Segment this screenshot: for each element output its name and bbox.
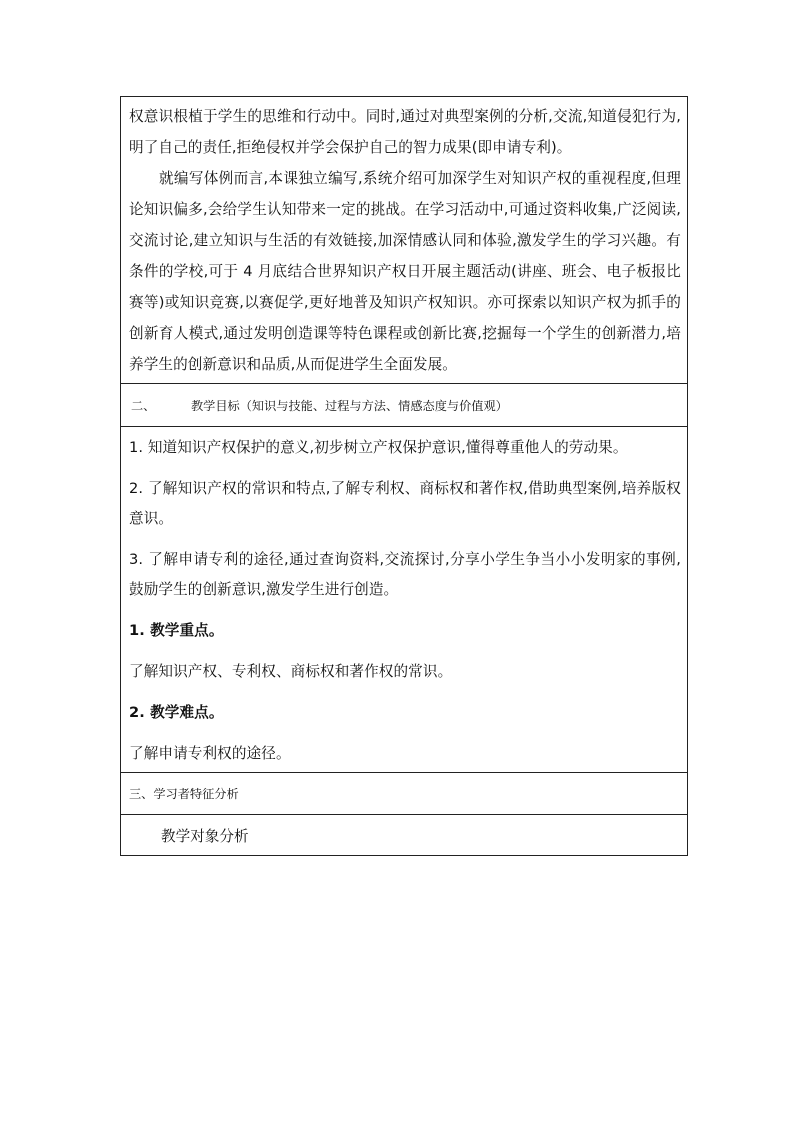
teaching-target-row <box>121 814 687 855</box>
analysis-cell <box>121 97 687 383</box>
difficulty-title: 2. 教学难点。 <box>129 704 224 721</box>
objective-item: 3. 了解申请专利的途径,通过查询资料,交流探讨,分享小学生争当小小发明家的事例,鼓励学生的创新意识,激发学生进行创造。 <box>129 551 681 598</box>
analysis-paragraph-1: 权意识根植于学生的思维和行动中。同时,通过对典型案例的分析,交流,知道侵犯行为,明了自己的责任,拒绝侵权并学会保护自己的智力成果(即申请专利)。 <box>129 108 681 156</box>
section-number: 二、 <box>131 398 156 413</box>
objective-item: 2. 了解知识产权的常识和特点,了解专利权、商标权和著作权,借助典型案例,培养版权意识。 <box>129 480 681 527</box>
analysis-paragraph-2: 就编写体例而言,本课独立编写,系统介绍可加深学生对知识产权的重视程度,但理论知识偏多,会给学生认知带来一定的挑战。在学习活动中,可通过资料收集,广泛阅读,交流讨论,建立知识与生活的有效链接,加深情感认同和体验,激发学生的学习兴趣。有条件的学校,可于 4 月底结合世界知识产权日开展主题活动(讲座、班会、电子板报比赛等)或知识竞赛,以赛促学,更好地普及知识产权知识。亦可探索以知识产权为抓手的创新育人模式,通过发明创造课等特色课程或创新比赛,挖掘每一个学生的创新潜力,培养学生的创新意识和品质,从而促进学生全面发展。 <box>129 170 681 373</box>
objectives-heading: 教学目标（知识与技能、过程与方法、情感态度与价值观） <box>191 398 508 413</box>
difficulty-text: 了解申请专利权的途径。 <box>129 745 291 762</box>
objectives-cell <box>121 426 687 772</box>
objective-item: 1. 知道知识产权保护的意义,初步树立产权保护意识,懂得尊重他人的劳动果。 <box>129 439 628 456</box>
learner-analysis-heading: 三、学习者特征分析 <box>129 787 239 801</box>
key-point-title: 1. 教学重点。 <box>129 622 224 639</box>
teaching-target-heading: 教学对象分析 <box>161 827 249 845</box>
key-point-text: 了解知识产权、专利权、商标权和著作权的常识。 <box>129 663 453 680</box>
lesson-plan-table <box>120 96 688 856</box>
learner-analysis-heading-row <box>121 772 687 814</box>
objectives-heading-row <box>121 383 687 426</box>
